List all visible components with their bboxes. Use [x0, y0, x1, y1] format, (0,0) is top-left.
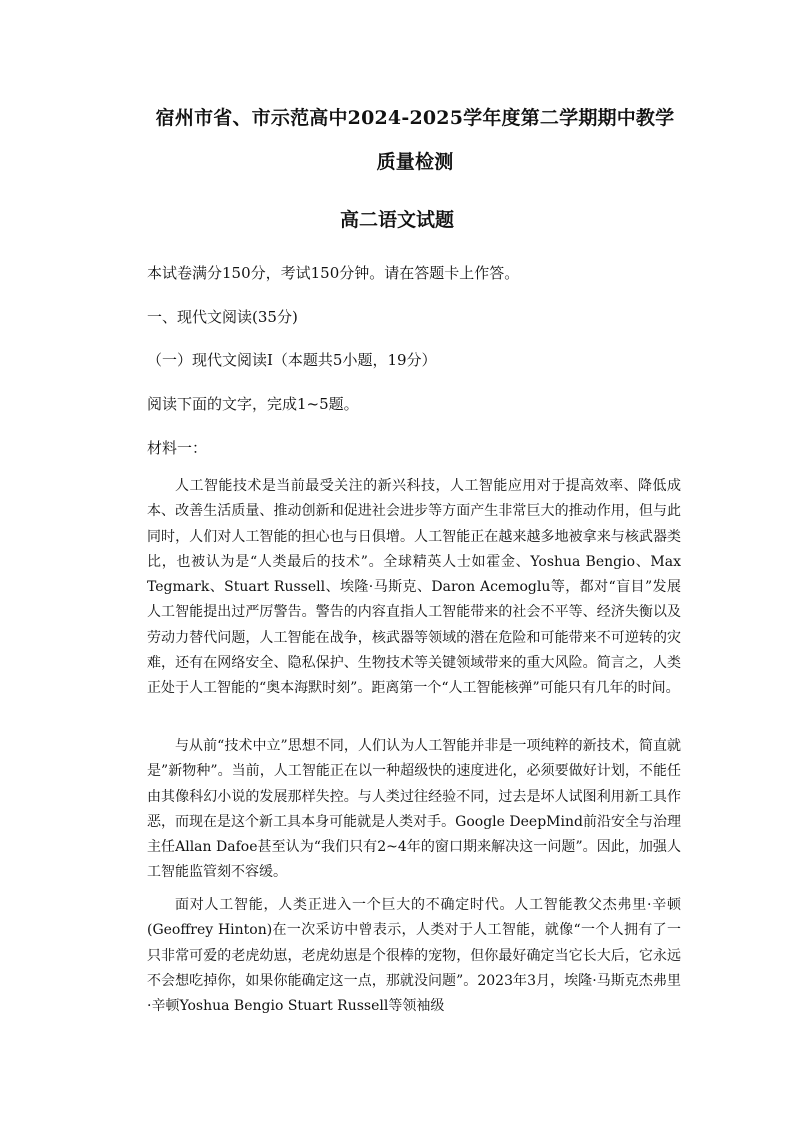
paragraph-3: 面对人工智能，人类正进入一个巨大的不确定时代。人工智能教父杰弗里·辛顿(Geoffrey Hinton)在一次采访中曾表示，人类对于人工智能，就像“一个人拥有了一只非常可爱的老虎幼崽，老虎幼崽是个很棒的宠物，但你最好确定当它长大后，它永远不会想吃掉你，如果你能确定这一点，那就没问题”。2023年3月，埃隆·马斯克杰弗里·辛顿Yoshua Bengio Stuart Russell等领袖级 — [147, 897, 681, 1015]
document-title: 宿州市省、市示范高中2024-2025学年度第二学期期中教学质量检测 — [155, 107, 675, 173]
subsection-heading: （一）现代文阅读Ⅰ（本题共5小题，19分） — [147, 351, 437, 369]
paragraph-1: 人工智能技术是当前最受关注的新兴科技，人工智能应用对于提高效率、降低成本、改善生活质量、推动创新和促进社会进步等方面产生非常巨大的推动作用，但与此同时，人们对人工智能的担心也与日俱增。人工智能正在越来越多地被拿来与核武器类比，也被认为是“人类最后的技术”。全球精英人士如霍金、Yoshua Bengio、Max Tegmark、Stuart Russell、埃隆·马斯克、Daron Acemoglu等，都对“盲目”发展人工智能提出过严厉警告。警告的内容直指人工智能带来的社会不平等、经济失衡以及劳动力替代问题，人工智能在战争，核武器等领域的潜在危险和可能带来不可逆转的灾难，还有在网络安全、隐私保护、生物技术等关键领域带来的重大风险。简言之，人类正处于人工智能的“奥本海默时刻”。距离第一个“人工智能核弹”可能只有几年的时间。 — [147, 478, 681, 697]
paragraph-2: 与从前“技术中立”思想不同，人们认为人工智能并非是一项纯粹的新技术，简直就是”新物种”。当前，人工智能正在以一种超级快的速度进化，必须要做好计划，不能任由其像科幻小说的发展那样失控。与人类过往经验不同，过去是坏人试图利用新工具作恶，而现在是这个新工具本身可能就是人类对手。Google DeepMind前沿安全与治理主任Allan Dafoe甚至认为“我们只有2~4年的窗口期来解决这一问题”。因此，加强人工智能监管刻不容缓。 — [147, 738, 681, 881]
exam-instructions: 本试卷满分150分，考试150分钟。请在答题卡上作答。 — [147, 264, 520, 282]
document-subtitle: 高二语文试题 — [339, 209, 454, 231]
reading-prompt: 阅读下面的文字，完成1~5题。 — [147, 395, 359, 413]
material-label: 材料一： — [147, 439, 208, 457]
section-heading: 一、现代文阅读(35分) — [147, 308, 298, 326]
